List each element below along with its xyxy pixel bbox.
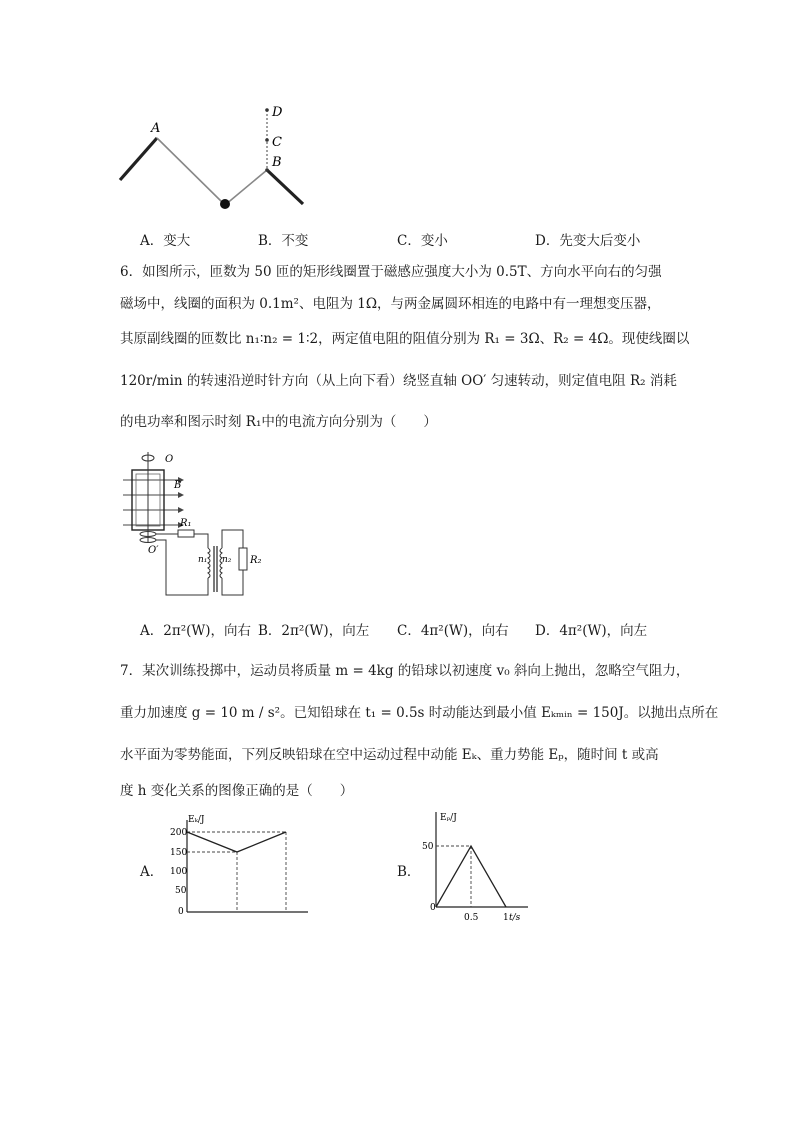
wire-figure bbox=[115, 100, 305, 215]
q7-line-1: 7．某次训练投掷中，运动员将质量 m = 4kg 的铅球以初速度 v₀ 斜向上抛出，忽略空气阻力， bbox=[120, 663, 690, 679]
q5-option-b: B．不变 bbox=[258, 233, 309, 249]
label-r2: R₂ bbox=[250, 555, 262, 566]
graph-a-ytick-100: 100 bbox=[170, 867, 188, 877]
coil-circuit-figure bbox=[118, 450, 278, 600]
q6-line-1: 6．如图所示，匝数为 50 匝的矩形线圈置于磁感应强度大小为 0.5T、方向水平向右的匀强 bbox=[120, 264, 662, 280]
graph-b-xunit: t/s bbox=[509, 913, 521, 923]
graph-b-ylabel: Eₚ/J bbox=[440, 813, 457, 823]
q6-line-2: 磁场中，线圈的面积为 0.1m²、电阻为 1Ω，与两金属圆环相连的电路中有一理想变压器， bbox=[120, 296, 661, 312]
q5-option-a: A．变大 bbox=[140, 233, 191, 249]
label-n2: n₂ bbox=[222, 555, 232, 565]
graph-a-ytick-200: 200 bbox=[170, 828, 188, 838]
q6-option-a: A．2π²(W)，向右 bbox=[140, 623, 252, 639]
q6-option-d: D．4π²(W)，向左 bbox=[535, 623, 648, 639]
graph-a-ylabel: Eₖ/J bbox=[188, 815, 205, 825]
bead bbox=[220, 199, 230, 209]
label-o: O bbox=[165, 454, 174, 465]
label-a: A bbox=[151, 121, 161, 136]
graph-a bbox=[160, 812, 310, 920]
label-n1: n₁ bbox=[198, 555, 208, 565]
graph-a-ytick-0: 0 bbox=[178, 907, 184, 917]
q6-line-4: 120r/min 的转速沿逆时针方向（从上向下看）绕竖直轴 OO′ 匀速转动，则定值电阻 R₂ 消耗 bbox=[120, 373, 677, 389]
graph-b-ytick-50: 50 bbox=[422, 842, 434, 852]
q7-line-3: 水平面为零势能面，下列反映铅球在空中运动过程中动能 Eₖ、重力势能 Eₚ，随时间 t 或高 bbox=[120, 747, 659, 763]
label-b: B bbox=[272, 155, 282, 170]
label-o-prime: O′ bbox=[148, 545, 159, 556]
q5-option-d: D．先变大后变小 bbox=[535, 233, 641, 249]
graph-b bbox=[418, 810, 538, 925]
q7-line-2: 重力加速度 g = 10 m / s²。已知铅球在 t₁ = 0.5s 时动能达到最小值 Eₖₘᵢₙ = 150J。以抛出点所在 bbox=[120, 705, 719, 721]
label-c: C bbox=[272, 135, 282, 150]
graph-b-ytick-0: 0 bbox=[430, 903, 436, 913]
q6-option-c: C．4π²(W)，向右 bbox=[397, 623, 509, 639]
q5-option-c: C．变小 bbox=[397, 233, 448, 249]
label-d: D bbox=[272, 105, 283, 120]
label-b-field: B bbox=[174, 480, 182, 491]
q7-option-b: B． bbox=[397, 864, 421, 880]
q7-line-4: 度 h 变化关系的图像正确的是（ ） bbox=[120, 783, 354, 799]
graph-a-ytick-50: 50 bbox=[175, 886, 187, 896]
label-r1: R₁ bbox=[180, 518, 192, 529]
q6-line-5: 的电功率和图示时刻 R₁中的电流方向分别为（ ） bbox=[120, 414, 437, 430]
q6-option-b: B．2π²(W)，向左 bbox=[258, 623, 370, 639]
q7-option-a: A． bbox=[140, 864, 164, 880]
graph-b-xtick-05: 0.5 bbox=[464, 913, 479, 923]
graph-a-ytick-150: 150 bbox=[170, 848, 188, 858]
graph-b-xtick-1: 1 bbox=[503, 913, 509, 923]
q6-line-3: 其原副线圈的匝数比 n₁∶n₂ = 1∶2，两定值电阻的阻值分别为 R₁ = 3Ω、R₂ = 4Ω。现使线圈以 bbox=[120, 331, 690, 347]
